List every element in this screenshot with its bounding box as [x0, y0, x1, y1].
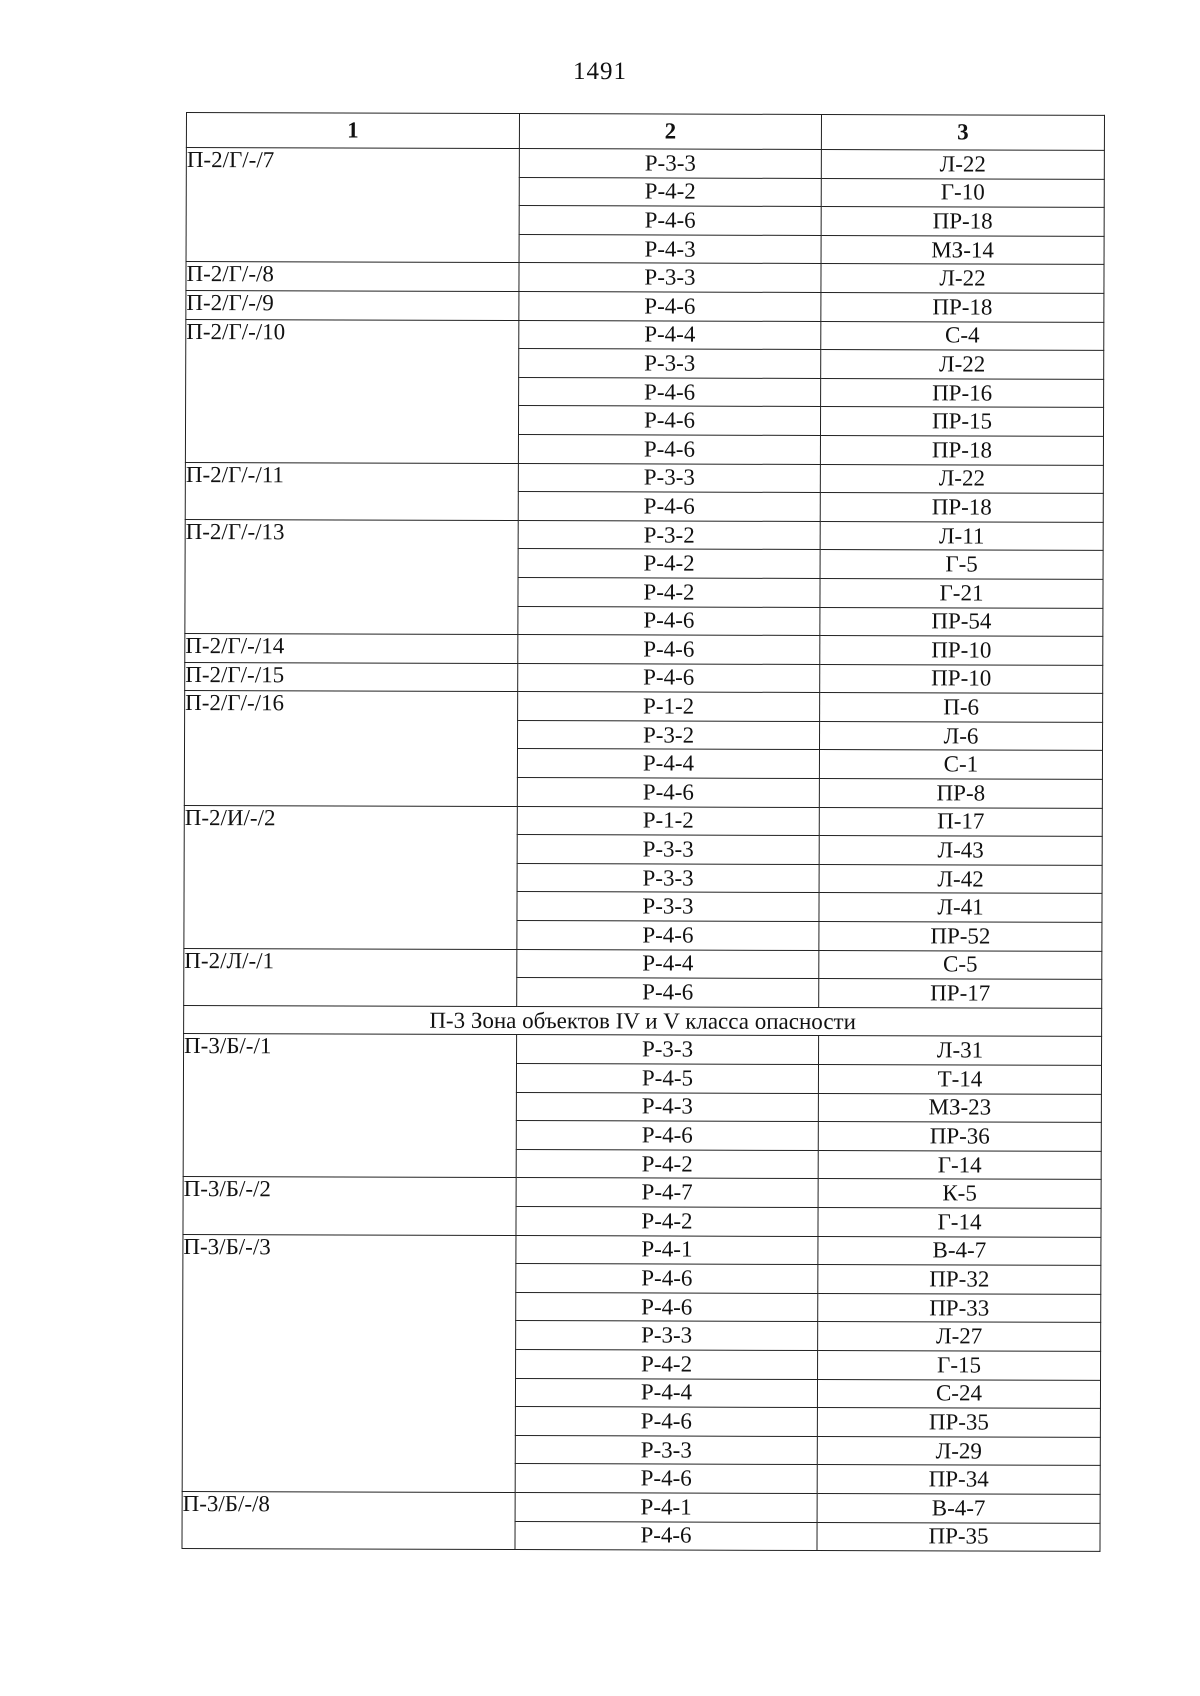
col-2-cell: Р-3-2: [518, 520, 820, 550]
col-3-cell: Л-22: [821, 264, 1104, 293]
col-2-cell: Р-4-2: [519, 177, 821, 207]
col-2-cell: Р-3-3: [516, 1321, 818, 1351]
col-3-cell: Л-42: [819, 864, 1102, 893]
col-3-cell: П-17: [819, 807, 1102, 836]
col-3-cell: ПР-18: [821, 292, 1104, 321]
col-3-cell: ПР-10: [820, 636, 1103, 665]
header-row: [186, 113, 1104, 151]
col-3-cell: ПР-35: [817, 1522, 1100, 1551]
col-3-cell: ПР-35: [817, 1408, 1100, 1437]
col-2-cell: Р-3-3: [519, 263, 821, 293]
col-3-cell: К-5: [818, 1179, 1101, 1208]
zone-code-cell: П-2/Г/-/7: [186, 148, 519, 263]
table-row: [183, 1234, 1101, 1265]
col-3-cell: Г-10: [821, 178, 1104, 207]
col-3-cell: Л-29: [817, 1436, 1100, 1465]
col-2-cell: Р-4-6: [515, 1464, 817, 1494]
col-2-cell: Р-4-4: [517, 749, 819, 779]
col-2-cell: Р-3-3: [517, 835, 819, 865]
col-3-cell: ПР-16: [821, 378, 1104, 407]
col-3-cell: П-6: [820, 693, 1103, 722]
col-3-cell: ПР-36: [818, 1122, 1101, 1151]
table-row: [185, 634, 1103, 665]
table-row: [184, 1034, 1102, 1065]
col-2-cell: Р-4-6: [516, 1264, 818, 1294]
col-2-cell: Р-3-3: [515, 1435, 817, 1465]
col-2-cell: Р-4-3: [516, 1092, 818, 1122]
col-2-cell: Р-4-6: [516, 1292, 818, 1322]
zone-code-cell: П-3/Б/-/2: [183, 1177, 516, 1235]
col-2-cell: Р-4-6: [517, 921, 819, 951]
col-3-cell: С-4: [821, 321, 1104, 350]
col-3-cell: Л-31: [819, 1036, 1102, 1065]
col-3-cell: В-4-7: [818, 1236, 1101, 1265]
zone-code-cell: П-2/Г/-/13: [185, 519, 518, 634]
col-2-cell: Р-3-3: [517, 863, 819, 893]
col-3-cell: ПР-15: [820, 407, 1103, 436]
col-3-cell: ПР-54: [820, 607, 1103, 636]
table-row: [184, 948, 1102, 979]
col-2-cell: Р-4-6: [519, 206, 821, 236]
col-3-cell: Г-14: [818, 1150, 1101, 1179]
col-3-cell: ПР-32: [818, 1265, 1101, 1294]
col-2-cell: Р-4-4: [519, 320, 821, 350]
col-2-cell: Р-4-6: [517, 978, 819, 1008]
table-row: [186, 319, 1104, 350]
table-body: [182, 148, 1104, 1552]
col-3-cell: Л-22: [821, 350, 1104, 379]
col-2-cell: Р-4-5: [516, 1064, 818, 1094]
col-3-cell: ПР-17: [819, 979, 1102, 1008]
col-3-cell: С-24: [817, 1379, 1100, 1408]
col-2-cell: Р-4-6: [515, 1407, 817, 1437]
col-3-cell: Л-41: [819, 893, 1102, 922]
page-number: 1491: [573, 58, 627, 85]
col-3-cell: Л-27: [818, 1322, 1101, 1351]
col-2-cell: Р-4-4: [517, 949, 819, 979]
col-2-cell: Р-4-6: [518, 663, 820, 693]
col-3-cell: ПР-52: [819, 922, 1102, 951]
col-2-cell: Р-4-1: [516, 1235, 818, 1265]
col-2-cell: Р-4-2: [516, 1207, 818, 1237]
col-3-cell: Г-14: [818, 1207, 1101, 1236]
col-2-cell: Р-4-2: [516, 1149, 818, 1179]
table-row: [184, 805, 1102, 836]
col-2-cell: Р-4-6: [518, 406, 820, 436]
col-3-cell: В-4-7: [817, 1493, 1100, 1522]
table-row: [182, 1491, 1100, 1522]
zone-code-cell: П-2/Г/-/16: [184, 691, 517, 806]
col-2-cell: Р-4-6: [519, 377, 821, 407]
col-3-cell: Г-5: [820, 550, 1103, 579]
table-row: [186, 262, 1104, 293]
col-2-cell: Р-1-2: [518, 692, 820, 722]
col-2-cell: Р-4-6: [519, 292, 821, 322]
header-col-3: 3: [821, 114, 1104, 150]
zone-code-cell: П-2/Г/-/9: [186, 290, 519, 320]
col-2-cell: Р-4-7: [516, 1178, 818, 1208]
col-2-cell: Р-1-2: [517, 806, 819, 836]
col-2-cell: Р-4-2: [518, 577, 820, 607]
header-col-1: 1: [186, 113, 519, 149]
header-col-2: 2: [519, 114, 821, 150]
col-3-cell: Л-6: [819, 721, 1102, 750]
col-3-cell: Л-22: [820, 464, 1103, 493]
zone-code-cell: П-2/Г/-/8: [186, 262, 519, 292]
col-3-cell: С-5: [819, 950, 1102, 979]
zone-code-cell: П-2/Г/-/11: [185, 462, 518, 520]
zone-code-cell: П-2/И/-/2: [184, 805, 517, 949]
col-3-cell: ПР-18: [820, 493, 1103, 522]
col-3-cell: ПР-34: [817, 1465, 1100, 1494]
col-3-cell: Г-15: [818, 1350, 1101, 1379]
col-2-cell: Р-4-6: [518, 635, 820, 665]
col-2-cell: Р-4-6: [518, 492, 820, 522]
col-2-cell: Р-3-3: [517, 1035, 819, 1065]
table-row: [183, 1177, 1101, 1208]
col-2-cell: Р-4-6: [517, 778, 819, 808]
col-2-cell: Р-3-3: [518, 463, 820, 493]
col-3-cell: ПР-33: [818, 1293, 1101, 1322]
col-2-cell: Р-4-3: [519, 234, 821, 264]
table-row: [185, 691, 1103, 722]
section-row: [184, 1005, 1102, 1036]
section-title: П-3 Зона объектов IV и V класса опасности: [184, 1005, 1102, 1036]
col-3-cell: Л-22: [821, 149, 1104, 178]
col-2-cell: Р-4-4: [515, 1378, 817, 1408]
col-2-cell: Р-3-3: [519, 149, 821, 179]
zone-code-cell: П-3/Б/-/3: [182, 1234, 516, 1492]
col-3-cell: Г-21: [820, 578, 1103, 607]
col-2-cell: Р-4-6: [515, 1521, 817, 1551]
zone-code-cell: П-2/Г/-/14: [185, 634, 518, 664]
col-2-cell: Р-4-2: [518, 549, 820, 579]
table-row: [185, 662, 1103, 693]
data-table: [181, 112, 1105, 1552]
col-2-cell: Р-3-3: [517, 892, 819, 922]
col-3-cell: Т-14: [818, 1064, 1101, 1093]
col-3-cell: ПР-18: [821, 207, 1104, 236]
zone-code-cell: П-2/Л/-/1: [184, 948, 517, 1006]
zone-code-cell: П-2/Г/-/10: [185, 319, 518, 463]
table-row: [186, 290, 1104, 321]
table-row: [186, 148, 1104, 179]
col-2-cell: Р-3-3: [519, 349, 821, 379]
col-3-cell: С-1: [819, 750, 1102, 779]
col-3-cell: Л-11: [820, 521, 1103, 550]
col-3-cell: ПР-18: [820, 435, 1103, 464]
col-2-cell: Р-4-2: [516, 1349, 818, 1379]
col-3-cell: ПР-8: [819, 779, 1102, 808]
col-3-cell: ПР-10: [820, 664, 1103, 693]
zone-code-cell: П-2/Г/-/15: [185, 662, 518, 692]
col-2-cell: Р-4-6: [518, 606, 820, 636]
col-2-cell: Р-4-6: [518, 434, 820, 464]
col-2-cell: Р-4-1: [515, 1492, 817, 1522]
zone-code-cell: П-3/Б/-/8: [182, 1491, 515, 1549]
col-3-cell: Л-43: [819, 836, 1102, 865]
table-row: [185, 462, 1103, 493]
zone-code-cell: П-3/Б/-/1: [183, 1034, 516, 1178]
col-2-cell: Р-4-6: [516, 1121, 818, 1151]
col-2-cell: Р-3-2: [518, 720, 820, 750]
table-row: [185, 519, 1103, 550]
col-3-cell: МЗ-14: [821, 235, 1104, 264]
col-3-cell: МЗ-23: [818, 1093, 1101, 1122]
